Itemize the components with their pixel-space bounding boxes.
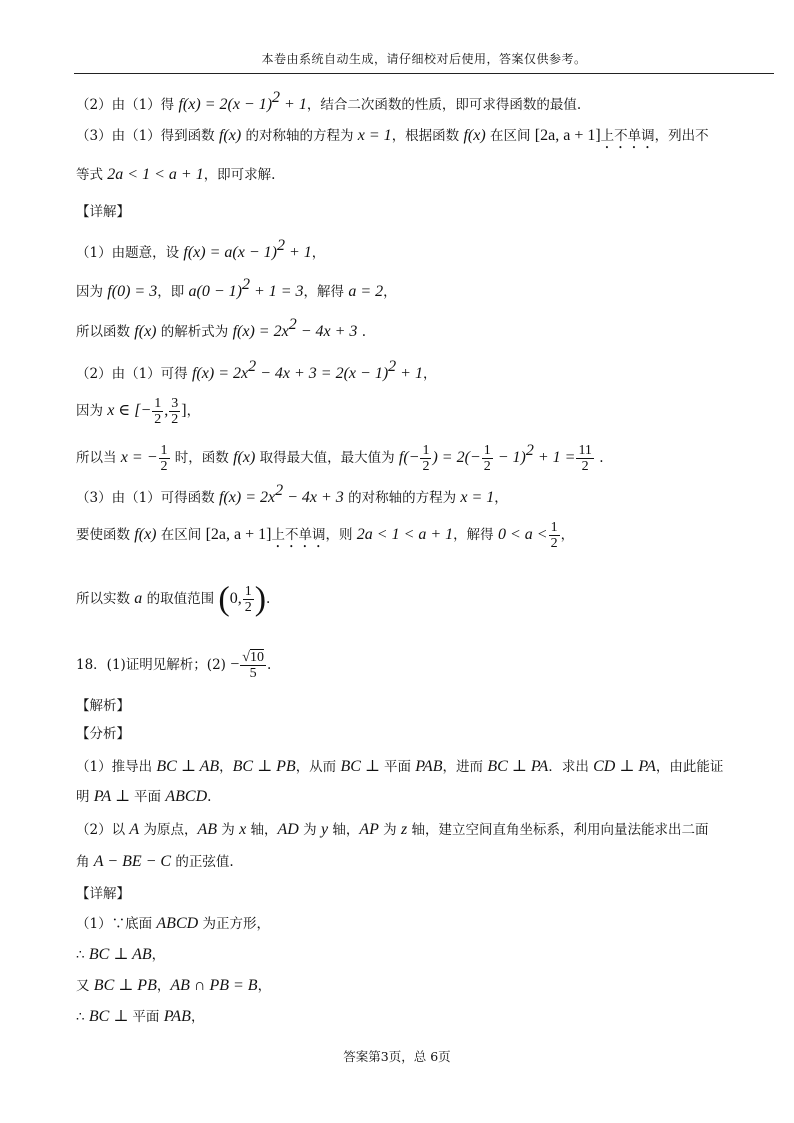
detail-step2 — [76, 275, 397, 302]
fraction — [482, 443, 493, 474]
text: 平面 — [134, 789, 166, 805]
text: . — [357, 324, 366, 340]
numerator: 11 — [578, 443, 592, 458]
text: 的对称轴的方程为 — [343, 490, 461, 506]
text: 在区间 — [485, 128, 535, 144]
text: ，即可求解. — [203, 167, 276, 183]
detail-step1 — [76, 236, 325, 263]
text: 为 — [378, 822, 401, 838]
text: 又 — [76, 978, 94, 994]
text: （2）以 — [76, 822, 130, 838]
text: ∴ — [76, 1009, 89, 1025]
text: . — [594, 450, 604, 466]
detail-step7 — [76, 481, 508, 508]
exponent: 2 — [276, 237, 285, 254]
proof-step2 — [76, 945, 165, 965]
text: ， — [156, 978, 171, 994]
relation: BC ⊥ PB — [93, 977, 157, 994]
fraction — [152, 396, 163, 427]
denominator: 2 — [244, 600, 252, 615]
exponent: 2 — [525, 442, 534, 459]
denominator: 2 — [483, 459, 491, 474]
fenxi-label: 【分析】 — [76, 726, 130, 742]
q18-detail-label: 【详解】 — [76, 886, 130, 902]
relation: AB ∩ PB = B — [170, 977, 258, 994]
formula: − 4x + 3 — [283, 489, 344, 506]
formula: f(x) = 2(x − 1) — [178, 96, 273, 113]
exponent: 2 — [388, 358, 397, 375]
exponent: 2 — [288, 316, 297, 333]
text: ， — [257, 978, 272, 994]
text: 因为 — [76, 403, 108, 419]
text: 的取值范围 — [142, 591, 219, 607]
header-divider — [74, 73, 774, 74]
axis-var: z — [400, 821, 408, 838]
text: 的正弦值. — [171, 854, 234, 870]
text: 为原点， — [139, 822, 198, 838]
analysis-part3-line2 — [76, 165, 275, 185]
formula: x = 1 — [357, 127, 392, 144]
fraction — [420, 443, 431, 474]
text: 平面 — [383, 759, 416, 775]
formula: 0 < a < — [497, 526, 548, 543]
detail-step8 — [76, 517, 574, 553]
text: 的解析式为 — [156, 324, 233, 340]
fraction — [159, 443, 170, 474]
text: （1）∵底面 — [76, 916, 157, 932]
text: 角 — [76, 854, 94, 870]
text: 在区间 — [156, 527, 206, 543]
detail-label: 【详解】 — [76, 204, 130, 220]
fenxi-part1-line2 — [76, 787, 211, 807]
exponent: 2 — [248, 358, 257, 375]
text: ， — [186, 403, 201, 419]
text: 轴， — [328, 822, 360, 838]
formula: a — [134, 590, 143, 607]
text: （1）推导出 — [76, 759, 157, 775]
fraction — [549, 520, 560, 551]
detail-step6 — [76, 433, 604, 476]
text: ，从而 — [295, 759, 341, 775]
plane: ABCD — [165, 788, 208, 805]
exponent: 2 — [241, 276, 250, 293]
formula: f(x) = a(x − 1) — [183, 244, 277, 261]
sqrt-sign: √ — [242, 650, 250, 665]
formula: f(− — [398, 449, 420, 466]
page-footer: 答案第3页，总 6页 — [343, 1049, 451, 1064]
text: 为 — [217, 822, 240, 838]
denominator: 2 — [581, 459, 589, 474]
paren-left: ( — [218, 580, 230, 618]
analysis-part3-line1 — [76, 126, 709, 152]
formula: a = 2 — [348, 283, 384, 300]
comma: , — [164, 402, 169, 419]
text: . — [207, 789, 212, 805]
segment: AP — [359, 821, 379, 838]
relation: BC ⊥ — [88, 1008, 133, 1025]
text: ， — [151, 947, 166, 963]
formula: f(x) = 2x — [191, 365, 249, 382]
text: （2）由（1）得 — [76, 97, 179, 113]
formula: 0, — [229, 590, 242, 607]
text: ， — [190, 1009, 205, 1025]
text: ，即 — [157, 284, 189, 300]
dihedral-angle: A − BE − C — [93, 853, 172, 870]
proof-step1 — [76, 914, 270, 934]
detail-step4 — [76, 357, 436, 384]
relation: BC ⊥ — [340, 758, 384, 775]
fenxi-part2-line2 — [76, 852, 234, 872]
inequality: 2a < 1 < a + 1 — [107, 166, 204, 183]
numerator: 1 — [154, 396, 162, 411]
text: ， — [422, 366, 437, 382]
text: 的对称轴的方程为 — [241, 128, 358, 144]
numerator: 3 — [171, 396, 179, 411]
denominator: 2 — [160, 459, 168, 474]
fraction — [576, 443, 593, 474]
q18-answer — [76, 647, 271, 683]
exponent: 2 — [275, 482, 284, 499]
text: ， — [311, 245, 326, 261]
text: ，列出不 — [654, 128, 709, 144]
text: 所以当 — [76, 450, 121, 466]
text: ．求出 — [548, 759, 594, 775]
formula: f(x) — [218, 127, 242, 144]
text: ，解得 — [453, 527, 498, 543]
formula: f(x) — [134, 323, 157, 340]
axis-var: x — [239, 821, 247, 838]
denominator: 2 — [550, 536, 558, 551]
relation: PA ⊥ — [93, 788, 135, 805]
text: 明 — [76, 789, 94, 805]
text: 18．(1)证明见解析；(2) — [76, 657, 231, 673]
radicand: 10 — [249, 650, 264, 665]
formula: a(0 − 1) — [188, 283, 242, 300]
interval: [2a, a + 1] — [205, 526, 272, 543]
analysis-part2-line — [76, 88, 581, 115]
formula: x ∈ [− — [107, 402, 152, 419]
text: ，结合二次函数的性质，即可求得函数的最值. — [306, 97, 582, 113]
text: （3）由（1）可得函数 — [76, 490, 219, 506]
formula: − 4x + 3 = 2(x − 1) — [256, 365, 389, 382]
point: A — [129, 821, 140, 838]
axis-var: y — [320, 821, 329, 838]
fenxi-part1-line1 — [76, 757, 723, 777]
plane: ABCD — [156, 915, 199, 932]
text: 要使函数 — [76, 527, 135, 543]
text: 轴，建立空间直角坐标系，利用向量法能求出二面 — [407, 822, 709, 838]
formula: − 1) — [493, 449, 526, 466]
formula: f(x) — [233, 449, 256, 466]
relation: BC ⊥ AB — [88, 946, 152, 963]
numerator — [240, 650, 266, 666]
formula: + 1 = 3 — [249, 283, 304, 300]
detail-step3 — [76, 315, 366, 342]
text: 所以实数 — [76, 591, 135, 607]
text: （3）由（1）得到函数 — [76, 128, 219, 144]
inequality: 2a < 1 < a + 1 — [356, 526, 454, 543]
formula: + 1 = — [533, 449, 576, 466]
text: ， — [494, 490, 508, 506]
text: ，解得 — [303, 284, 349, 300]
text: ， — [560, 527, 575, 543]
formula: + 1 — [396, 365, 423, 382]
denominator: 2 — [422, 459, 430, 474]
text: ，进而 — [442, 759, 488, 775]
denominator: 2 — [154, 412, 162, 427]
formula: f(x) = 2x — [232, 323, 289, 340]
emphasis-text: 上不单调 — [600, 128, 655, 144]
relation: BC ⊥ AB — [156, 758, 220, 775]
formula: − 4x + 3 — [296, 323, 358, 340]
interval: [2a, a + 1] — [534, 127, 601, 144]
text: 所以函数 — [76, 324, 135, 340]
formula: x = 1 — [460, 489, 495, 506]
text: ， — [219, 759, 233, 775]
denominator: 2 — [171, 412, 179, 427]
numerator: 1 — [244, 584, 252, 599]
text: . — [266, 657, 272, 673]
numerator: 1 — [483, 443, 491, 458]
formula: ) = 2(− — [432, 449, 481, 466]
relation: CD ⊥ PA — [593, 758, 656, 775]
numerator: 1 — [160, 443, 168, 458]
bracket: ] — [181, 402, 187, 419]
paren-right: ) — [254, 580, 267, 618]
numerator: 1 — [550, 520, 558, 535]
proof-step3 — [76, 976, 271, 996]
relation: BC ⊥ PA — [487, 758, 549, 775]
text: 因为 — [76, 284, 108, 300]
text: 等式 — [76, 167, 108, 183]
text: ，则 — [325, 527, 357, 543]
text: 轴， — [246, 822, 278, 838]
text: ，由此能证 — [655, 759, 724, 775]
minus-sign: − — [230, 656, 240, 673]
fraction — [243, 584, 254, 615]
text: （2）由（1）可得 — [76, 366, 192, 382]
formula: + 1 — [284, 244, 312, 261]
text: ∴ — [76, 947, 89, 963]
plane: PAB — [415, 758, 443, 775]
formula: f(x) — [463, 127, 486, 144]
plane: PAB — [163, 1008, 191, 1025]
text: 平面 — [132, 1009, 164, 1025]
fraction — [240, 650, 266, 681]
text: （1）由题意，设 — [76, 245, 184, 261]
formula: f(x) = 2x — [218, 489, 276, 506]
denominator: 5 — [249, 666, 257, 681]
text: 取得最大值，最大值为 — [255, 450, 399, 466]
relation: BC ⊥ PB — [232, 758, 296, 775]
proof-step4 — [76, 1007, 204, 1027]
exponent: 2 — [272, 89, 281, 106]
detail-step9 — [76, 580, 270, 618]
text: 时，函数 — [170, 450, 234, 466]
text: ，根据函数 — [391, 128, 464, 144]
segment: AD — [277, 821, 299, 838]
text: . — [266, 591, 271, 607]
page-header: 本卷由系统自动生成，请仔细校对后使用，答案仅供参考。 — [261, 52, 587, 66]
formula: x = − — [120, 449, 158, 466]
analysis-label: 【解析】 — [76, 698, 130, 714]
formula: + 1 — [280, 96, 307, 113]
fraction — [169, 396, 180, 427]
segment: AB — [197, 821, 218, 838]
text: 为 — [298, 822, 321, 838]
emphasis-text: 上不单调 — [271, 527, 326, 543]
numerator: 1 — [422, 443, 430, 458]
formula: f(x) — [134, 526, 157, 543]
text: ， — [383, 284, 397, 300]
fenxi-part2-line1 — [76, 820, 709, 840]
text: 为正方形， — [198, 916, 270, 932]
detail-step5 — [76, 394, 200, 428]
formula: f(0) = 3 — [107, 283, 158, 300]
